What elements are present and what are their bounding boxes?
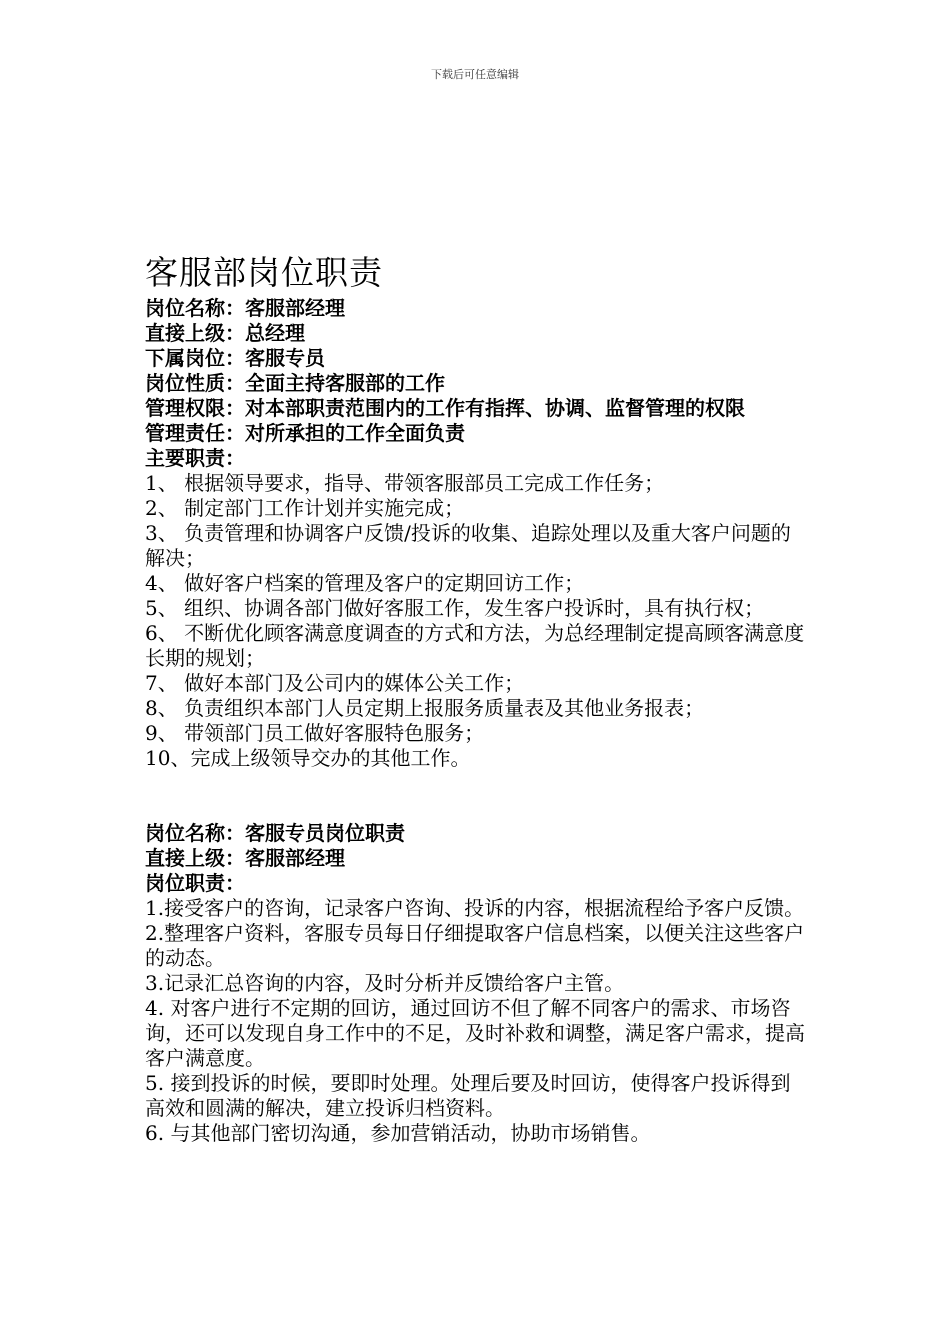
duty-item: 8、 负责组织本部门人员定期上报服务质量表及其他业务报表； [145,696,705,720]
info-line-position-name: 岗位名称：客服部经理 [145,296,345,320]
duty-item: 2.整理客户资料，客服专员每日仔细提取客户信息档案，以便关注这些客户的动态。 [145,921,805,970]
document-title: 客服部岗位职责 [145,253,383,292]
duty-item: 9、 带领部门员工做好客服特色服务； [145,721,485,745]
duty-item: 3、 负责管理和协调客户反馈/投诉的收集、追踪处理以及重大客户问题的解决； [145,521,791,570]
info-line-responsibility: 管理责任：对所承担的工作全面负责 [145,421,465,445]
info-line-authority: 管理权限：对本部职责范围内的工作有指挥、协调、监督管理的权限 [145,396,745,420]
duty-item: 6. 与其他部门密切沟通，参加营销活动，协助市场销售。 [145,1121,651,1145]
duty-item: 4. 对客户进行不定期的回访，通过回访不但了解不同客户的需求、市场咨询，还可以发现自身工作中的不足，及时补救和调整，满足客户需求，提高客户满意度。 [145,996,805,1070]
specialist-section [145,821,810,1146]
duty-item: 2、 制定部门工作计划并实施完成； [145,496,465,520]
duty-item: 5、 组织、协调各部门做好客服工作，发生客户投诉时，具有执行权； [145,596,765,620]
section-spacer [145,771,810,821]
duty-item: 1.接受客户的咨询，记录客户咨询、投诉的内容，根据流程给予客户反馈。 [145,896,805,920]
manager-section [145,296,810,771]
duty-item: 7、 做好本部门及公司内的媒体公关工作； [145,671,525,695]
info-line-direct-superior: 直接上级：客服部经理 [145,846,345,870]
duty-item: 4、 做好客户档案的管理及客户的定期回访工作； [145,571,585,595]
info-line-direct-superior: 直接上级：总经理 [145,321,305,345]
main-duties-heading: 主要职责： [145,446,245,470]
page-header-note: 下载后可任意编辑 [431,68,519,81]
info-line-position-name: 岗位名称：客服专员岗位职责 [145,821,405,845]
info-line-nature: 岗位性质：全面主持客服部的工作 [145,371,445,395]
info-line-subordinate: 下属岗位：客服专员 [145,346,325,370]
duty-item: 10、完成上级领导交办的其他工作。 [145,746,471,770]
duties-heading: 岗位职责： [145,871,245,895]
duty-item: 6、 不断优化顾客满意度调查的方式和方法，为总经理制定提高顾客满意度长期的规划； [145,621,805,670]
duty-item: 3.记录汇总咨询的内容，及时分析并反馈给客户主管。 [145,971,625,995]
duty-item: 5. 接到投诉的时候，要即时处理。处理后要及时回访，使得客户投诉得到高效和圆满的解决，建立投诉归档资料。 [145,1071,791,1120]
duty-item: 1、 根据领导要求，指导、带领客服部员工完成工作任务； [145,471,665,495]
document-body [145,252,810,1146]
